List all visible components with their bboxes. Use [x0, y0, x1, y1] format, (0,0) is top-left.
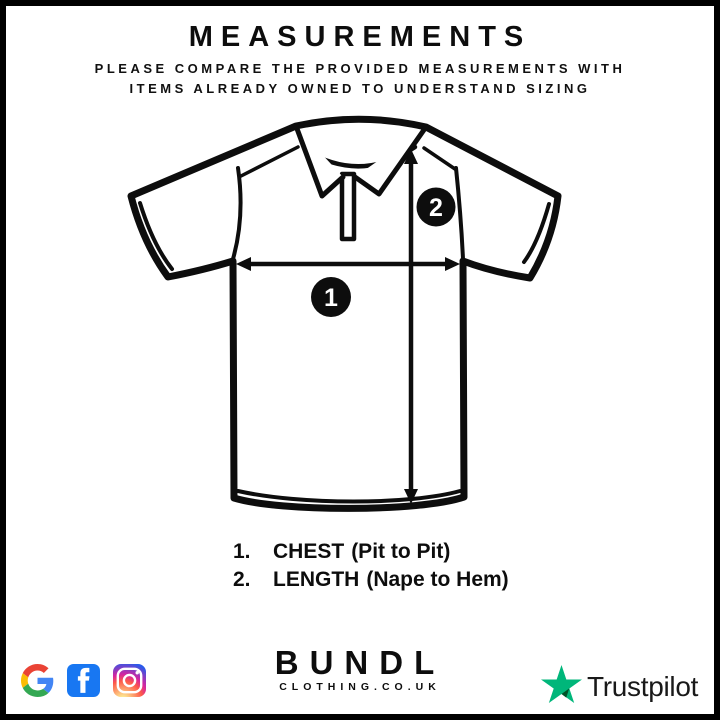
subtitle-line-1: PLEASE COMPARE THE PROVIDED MEASUREMENTS WITH — [94, 61, 626, 76]
brand-name: BUNDL — [274, 644, 446, 681]
brand-domain: CLOTHING.CO.UK — [279, 681, 441, 693]
placket — [342, 174, 354, 239]
legend-item-length — [233, 568, 509, 596]
legend-detail-chest: (Pit to Pit) — [351, 540, 451, 563]
trustpilot-wordmark: Trustpilot — [587, 670, 699, 702]
legend-detail-length: (Nape to Hem) — [366, 568, 509, 591]
subtitle-line-2: ITEMS ALREADY OWNED TO UNDERSTAND SIZING — [129, 81, 591, 96]
marker-1-number: 1 — [324, 284, 338, 312]
legend-label-chest: CHEST — [273, 540, 345, 563]
trustpilot-star-icon — [541, 665, 582, 708]
legend-label-length: LENGTH — [273, 568, 360, 591]
marker-1-badge — [311, 277, 351, 317]
measurement-legend — [233, 540, 509, 596]
legend-item-chest — [233, 540, 509, 568]
legend-number-1: 1. — [233, 540, 251, 563]
trustpilot-logo — [541, 665, 698, 708]
marker-2-number: 2 — [429, 194, 443, 222]
legend-number-2: 2. — [233, 568, 251, 591]
marker-2-badge — [417, 188, 456, 227]
page-title: MEASUREMENTS — [188, 21, 532, 53]
